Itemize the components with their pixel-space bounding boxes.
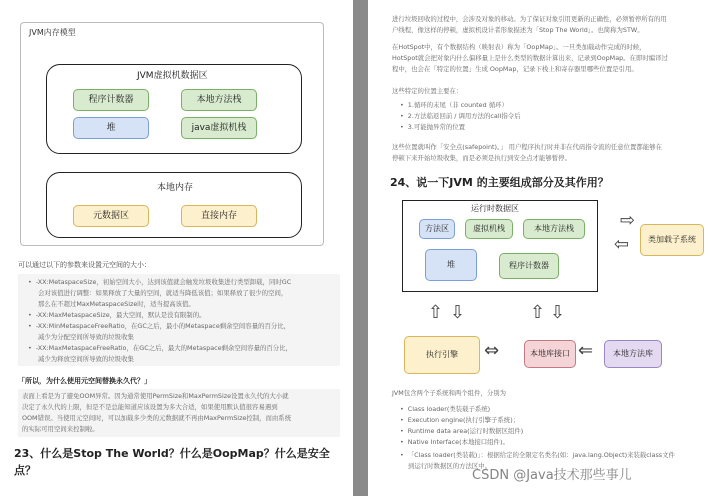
list1-item: • 1.循环的末尾（非 counted 循环） xyxy=(400,100,508,111)
direct-memory-box: 直接内存 xyxy=(181,205,257,227)
arrow-down-icon: ⇩ xyxy=(450,302,466,323)
program-counter-box: 程序计数器 xyxy=(73,89,149,111)
p4-line: 停顿下来开始垃圾收集，而是必须是执行到安全点才能够暂停。 xyxy=(392,154,571,162)
list2-item: • Execution engine(执行引擎子系统)； xyxy=(400,415,519,426)
jvm-area-label: JVM虚拟机数据区 xyxy=(137,71,208,81)
double-arrow-icon: ⇔ xyxy=(484,340,500,361)
jvm-data-area xyxy=(46,64,302,154)
list1-item: • 3.可能抛异常的位置 xyxy=(400,122,465,133)
runtime-data-area xyxy=(402,200,598,292)
section-24-heading: 24、说一下JVM 的主要组成部分及其作用？ xyxy=(390,176,609,189)
param-line: 减少为分配空间所导致的垃圾收集 xyxy=(38,333,134,341)
arrow-right-icon: ⇨ xyxy=(620,210,636,231)
native-interface-box: 本地库接口 xyxy=(524,340,576,368)
metaspace-intro: 可以通过以下的参数来设置元空间的大小： xyxy=(18,261,151,269)
p2-line: 程中，也会在「特定的位置」生成 OopMap，记录下栈上和寄存器里哪些位置是引用。 xyxy=(392,65,638,73)
arrow-left-icon: ⇦ xyxy=(614,234,630,255)
para-line: OOM错误。当使用元空间时，可以加载多少类的元数据就不再由MaxPermSize控制，而由系统 xyxy=(22,414,292,422)
arrow-up-icon: ⇧ xyxy=(530,302,546,323)
param-line: 减少为释放空间所导致的垃圾收集 xyxy=(38,355,134,363)
p2-line: HotSpot就会把对象内什么偏移量上是什么类型的数据计算出来，记录到OopMap。在即时编译过 xyxy=(392,54,668,62)
list2-item: • Native Interface(本地接口组件)。 xyxy=(400,437,509,448)
p4-line: 这些位置就叫作「安全点(safepoint)。」 用户程序执行时并非在代码指令流的任意位置都能够在 xyxy=(392,143,662,151)
native-mem-label: 本地内存 xyxy=(157,183,194,193)
list1-item: • 2.方法临返回前 / 调用方法的call指令后 xyxy=(400,111,521,122)
list2-item: • Runtime data area(运行时数据区组件) xyxy=(400,426,523,437)
p3: 这些特定的位置主要在： xyxy=(392,87,463,95)
vm-stack-box: 虚拟机栈 xyxy=(465,219,513,239)
program-counter-box: 程序计数器 xyxy=(499,253,559,279)
class-loader-box: 类加载子系统 xyxy=(640,224,704,256)
arrow-right-icon: ⇐ xyxy=(578,340,594,361)
p1-line: 户线程，像这样的停顿，虚拟机设计者形象描述为「Stop The World」。也简称为STW。 xyxy=(392,26,644,34)
quote-heading: 「所以，为什么使用元空间替换永久代？」 xyxy=(18,377,151,385)
param-line: • -XX:MinMetaspaceFreeRatio，在GC之后，最小的Metaspace剩余空间容量的百分比， xyxy=(28,321,290,332)
native-memory-area xyxy=(46,172,302,238)
para-line: 表面上看是为了避免OOM异常。因为通常使用PermSize和MaxPermSize设置永久代的大小就 xyxy=(22,392,289,400)
list2-item: • Class loader(类装载子系统) xyxy=(400,404,490,415)
para-block xyxy=(18,389,340,437)
p2-line: 在HotSpot中，有个数据结构（映射表）称为「OopMap」。一旦类加载动作完成的时候， xyxy=(392,43,646,51)
heap-box: 堆 xyxy=(73,117,149,139)
runtime-area-label: 运行时数据区 xyxy=(471,204,519,213)
right-page xyxy=(368,0,720,496)
p1-line: 进行垃圾回收的过程中，会涉及对象的移动。为了保证对象引用更新的正确性，必须暂停所有的用 xyxy=(392,15,667,23)
para-line: 决定了永久代的上限，但是不是总能知道应该设置为多大合适，如果使用默认值很容易遇到 xyxy=(22,403,278,411)
p5: JVM包含两个子系统和两个组件，分别为 xyxy=(392,389,507,397)
param-line: • -XX:MetaspaceSize，初始空间大小，达到该值就会触发垃圾收集进行类型卸载，同时GC xyxy=(28,277,291,288)
section-23-heading-cont: 点？ xyxy=(14,464,36,477)
param-line: • -XX:MaxMetaspaceFreeRatio，在GC之后，最大的Metaspace剩余空间容量的百分比， xyxy=(28,343,292,354)
list2-item-cont: 到运行时数据区的方法区中。 xyxy=(408,462,492,470)
list2-item: • 「Class loader(类装载)」：根据给定的全限定名类名(如：java.lang.Object)来装载class文件 xyxy=(400,450,675,461)
para-line: 的实际可用空间来控制啦。 xyxy=(22,425,99,433)
arrow-down-icon: ⇩ xyxy=(550,302,566,323)
execution-engine-box: 执行引擎 xyxy=(404,336,480,374)
param-line: 会对该值进行调整：如果释放了大量的空间，就适当降低该值；如果释放了很少的空间， xyxy=(38,289,288,297)
param-line: 那么在不超过MaxMetaspaceSize时，适当提高该值。 xyxy=(38,300,195,308)
section-23-heading: 23、什么是Stop The World？什么是OopMap？什么是安全 xyxy=(14,447,330,460)
left-page xyxy=(0,0,353,496)
params-block xyxy=(18,274,340,366)
param-line: • -XX:MaxMetaspaceSize，最大空间，默认是没有限制的。 xyxy=(28,310,205,321)
native-stack-box: 本地方法栈 xyxy=(523,219,585,239)
arrow-up-icon: ⇧ xyxy=(428,302,444,323)
csdn-watermark: CSDN @Java技术那些事儿 xyxy=(472,468,632,483)
java-vm-stack-box: java虚拟机栈 xyxy=(181,117,257,139)
method-area-box: 方法区 xyxy=(419,219,455,239)
native-library-box: 本地方法库 xyxy=(604,340,662,368)
native-method-stack-box: 本地方法栈 xyxy=(181,89,257,111)
heap-box: 堆 xyxy=(425,249,477,281)
diagram-title: JVM内存模型 xyxy=(29,28,76,37)
metadata-area-box: 元数据区 xyxy=(73,205,149,227)
